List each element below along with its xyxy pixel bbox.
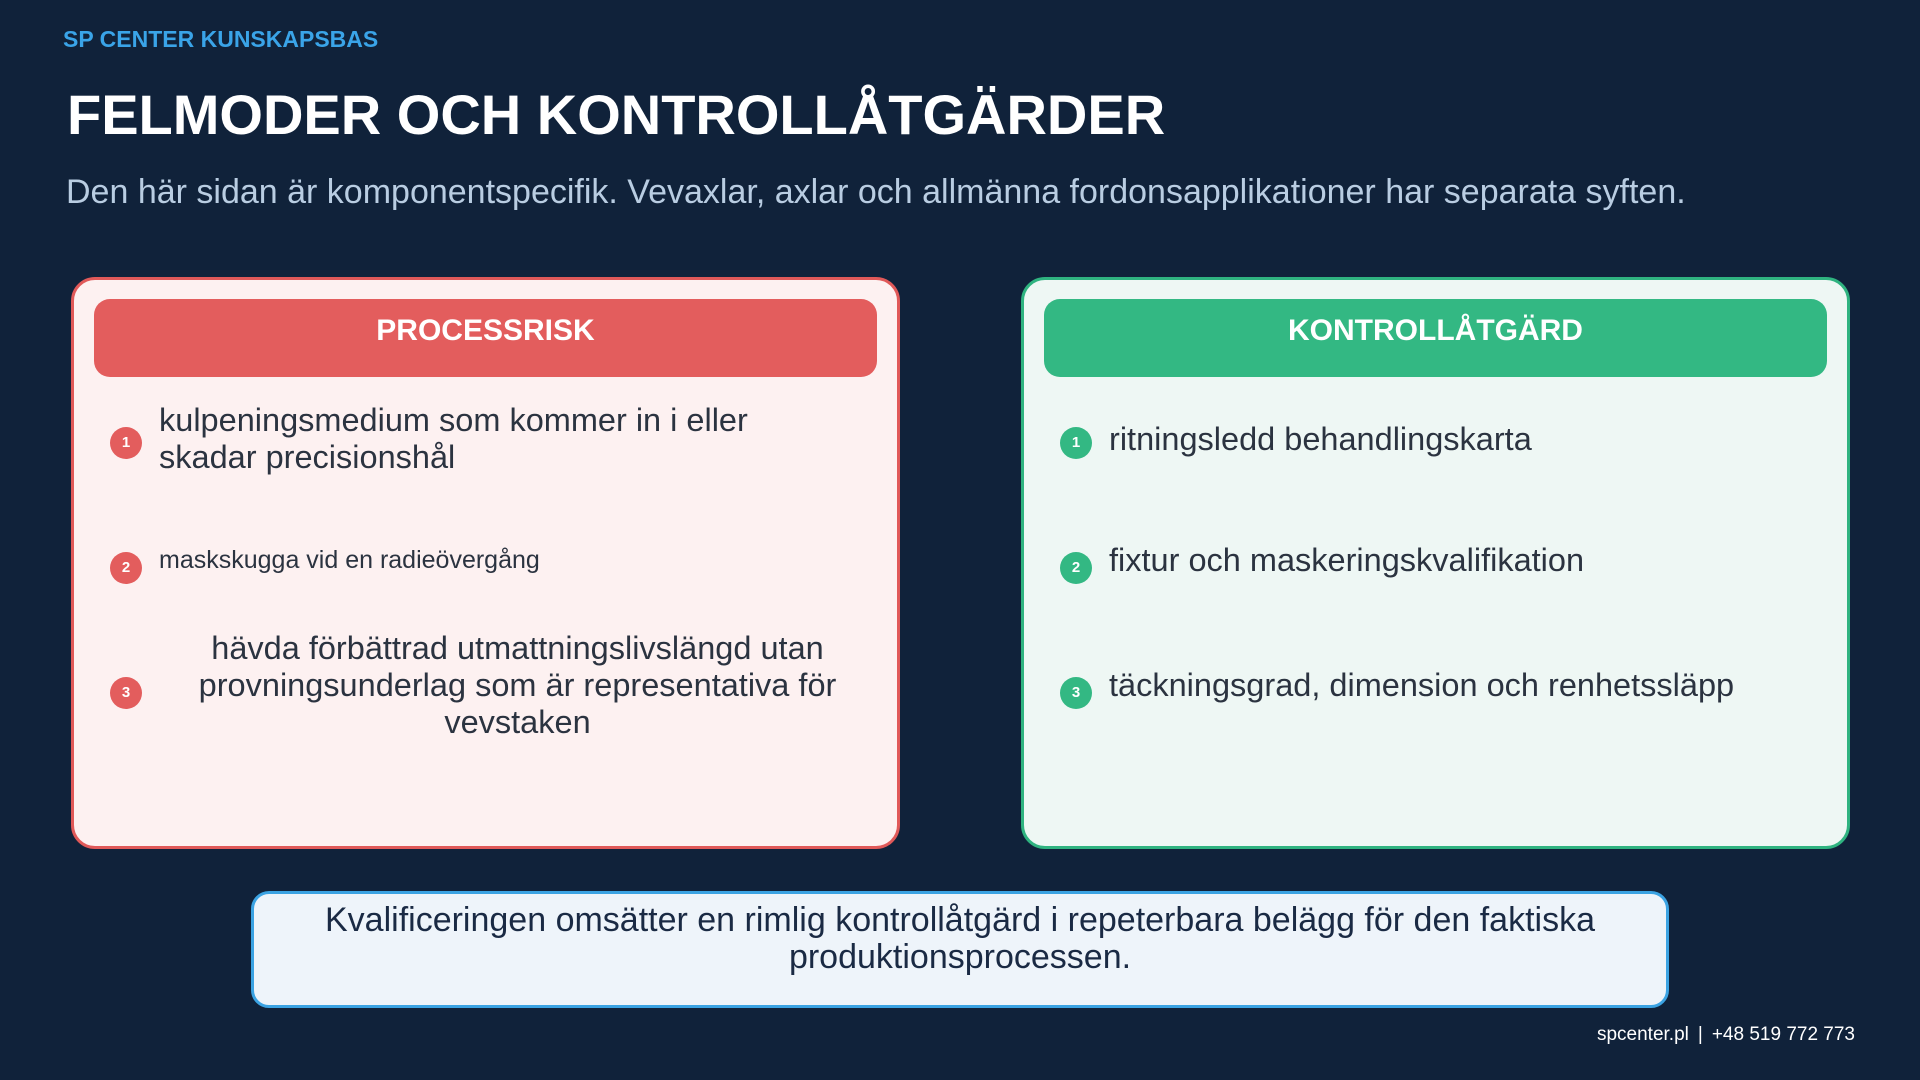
item-number-badge: 1	[110, 427, 142, 459]
risk-item-text: maskskugga vid en radieövergång	[159, 546, 540, 574]
item-number-badge: 2	[1060, 552, 1092, 584]
control-measure-card	[1021, 277, 1850, 849]
process-risk-header: PROCESSRISK	[94, 299, 877, 377]
control-item-text: fixtur och maskeringskvalifikation	[1109, 542, 1585, 578]
footer-separator: |	[1697, 1024, 1703, 1045]
item-number-badge: 1	[1060, 427, 1092, 459]
process-risk-card	[71, 277, 900, 849]
summary-text: Kvalificeringen omsätter en rimlig kontrollåtgärd i repeterbara belägg för den faktiska produktionsprocessen.	[325, 901, 1595, 976]
brand-label: SP CENTER KUNSKAPSBAS	[63, 26, 379, 52]
footer-phone: +48 519 772 773	[1711, 1024, 1855, 1045]
control-item-text: täckningsgrad, dimension och renhetssläpp	[1109, 667, 1735, 703]
item-number-badge: 3	[1060, 677, 1092, 709]
summary-box	[251, 891, 1669, 1008]
footer-contact	[1597, 1024, 1855, 1046]
page-subtitle: Den här sidan är komponentspecifik. Vevaxlar, axlar och allmänna fordonsapplikationer har separata syften.	[66, 173, 1686, 211]
control-item-text: ritningsledd behandlingskarta	[1109, 421, 1532, 457]
page-title: FELMODER OCH KONTROLLÅTGÄRDER	[67, 83, 1166, 146]
footer-website: spcenter.pl	[1596, 1024, 1689, 1045]
risk-item-text: hävda förbättrad utmattningslivslängd utan provningsunderlag som är representativa för vevstaken	[198, 630, 837, 740]
item-number-badge: 2	[110, 552, 142, 584]
item-number-badge: 3	[110, 677, 142, 709]
risk-item-text: kulpeningsmedium som kommer in i eller skadar precisionshål	[159, 402, 748, 475]
control-measure-header: KONTROLLÅTGÄRD	[1044, 299, 1827, 377]
